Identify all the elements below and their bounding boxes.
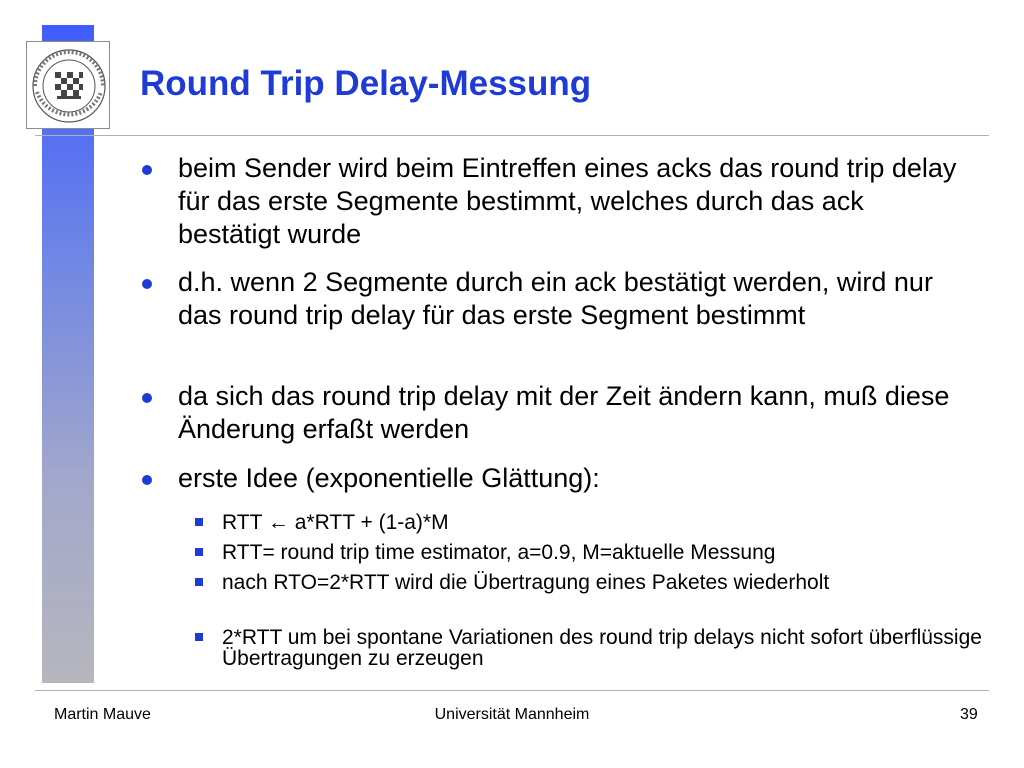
bullet-item (178, 266, 958, 332)
subbullet-item (222, 512, 982, 533)
seal-icon (27, 42, 111, 130)
subbullet-item (222, 542, 982, 563)
bullet-dot-icon (142, 279, 152, 289)
title-divider (35, 135, 989, 136)
university-seal-logo (26, 41, 110, 129)
bullet-item (178, 462, 958, 495)
subbullet-square-icon (195, 548, 203, 556)
bullet-dot-icon (142, 165, 152, 175)
slide-title: Round Trip Delay-Messung (140, 64, 592, 103)
footer-page-number: 39 (960, 706, 978, 723)
subbullet-text: nach RTO=2*RTT wird die Übertragung eines Paketes wiederholt (222, 571, 830, 594)
bullet-text: beim Sender wird beim Eintreffen eines acks das round trip delay für das erste Segmente bestimmt, welches durch das ack bestätigt wurde (178, 153, 957, 249)
subbullet-text: RTT ← a*RTT + (1-a)*M (222, 511, 449, 534)
footer-divider (35, 690, 989, 691)
subbullet-text: RTT= round trip time estimator, a=0.9, M=aktuelle Messung (222, 541, 776, 564)
bullet-text: da sich das round trip delay mit der Zeit ändern kann, muß diese Änderung erfaßt werden (178, 381, 950, 444)
footer-institution: Universität Mannheim (434, 706, 590, 723)
bullet-text: erste Idee (exponentielle Glättung): (178, 463, 600, 493)
subbullet-text: 2*RTT um bei spontane Variationen des round trip delays nicht sofort überflüssige Übertragungen zu erzeugen (222, 626, 982, 670)
bullet-text: d.h. wenn 2 Segmente durch ein ack bestätigt werden, wird nur das round trip delay für das erste Segment bestimmt (178, 267, 933, 330)
bullet-dot-icon (142, 475, 152, 485)
footer-author: Martin Mauve (54, 706, 151, 723)
subbullet-square-icon (195, 578, 203, 586)
subbullet-item (222, 627, 982, 669)
bullet-dot-icon (142, 393, 152, 403)
subbullet-square-icon (195, 633, 203, 641)
subbullet-item (222, 572, 982, 593)
subbullet-square-icon (195, 518, 203, 526)
bullet-item (178, 152, 958, 251)
bullet-item (178, 380, 958, 446)
